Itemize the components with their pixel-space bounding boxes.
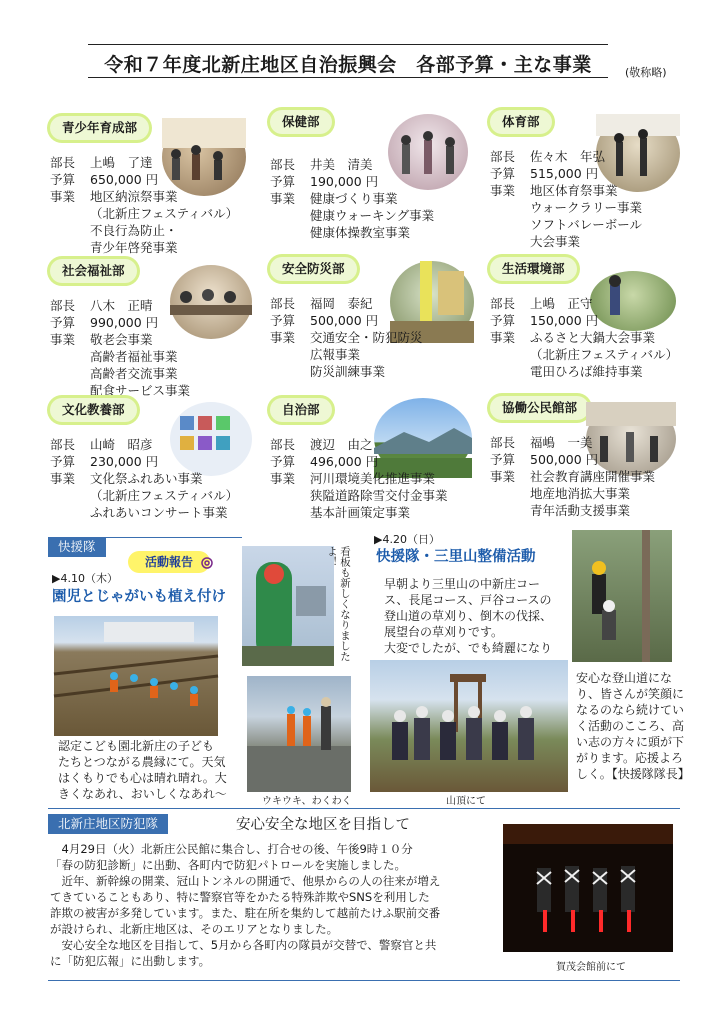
project-item: 防災訓練事業 — [310, 364, 386, 379]
dept-welfare — [50, 259, 250, 399]
dept-name: 体育部 — [490, 110, 552, 134]
crime-title: 安心安全な地区を目指して — [236, 817, 410, 833]
honorific-note: (敬称略) — [625, 66, 667, 79]
dept-rows: 部長 井美 清美 予算 190,000 円 事業 健康づくり事業 健康ウォーキング事業 健康体操教室事業 — [270, 157, 435, 240]
budget: 500,000 円 — [310, 313, 379, 328]
vertical-note: 看板も新しくなりましたよ！ — [326, 546, 351, 662]
dept-name: 協働公民館部 — [490, 396, 589, 420]
budget: 496,000 円 — [310, 454, 379, 469]
budget: 990,000 円 — [90, 315, 159, 330]
project-item: 広報事業 — [310, 347, 361, 362]
dept-community-hall — [490, 396, 690, 526]
head-name: 渡辺 由之 — [310, 437, 373, 452]
project-item: 配食サービス事業 — [90, 383, 191, 398]
mountain-activity-body: 早朝より三里山の中新庄コー ス、長尾コース、戸谷コースの 登山道の草刈り、倒木の伐採、 展望台の草刈りです。 大変でしたが、でも綺麗になり — [384, 577, 553, 655]
trail-work-photo — [572, 530, 672, 662]
dept-safety — [270, 257, 470, 397]
project-item: （北新庄フェスティバル） — [530, 347, 679, 362]
dept-culture — [50, 398, 250, 528]
dept-rows: 部長 上嶋 了達 予算 650,000 円 事業 地区納涼祭事業 （北新庄フェスティバル） 不良行為防止・ 青少年啓発事業 — [50, 155, 239, 255]
activity-report-badge: 活動報告 — [128, 551, 210, 573]
project-item: 健康体操教室事業 — [310, 225, 411, 240]
dept-rows: 部長 福岡 泰紀 予算 500,000 円 事業 交通安全・防犯防災 広報事業 防災訓練事業 — [270, 296, 423, 379]
project-item: （北新庄フェスティバル） — [90, 206, 239, 221]
summit-photo-caption: 山頂にて — [446, 796, 486, 807]
budget: 650,000 円 — [90, 172, 159, 187]
summit-group-photo — [370, 660, 568, 792]
project-item: （北新庄フェスティバル） — [90, 488, 239, 503]
project-item: ウォークラリー事業 — [530, 200, 643, 215]
mountain-activity-date: ▶4.20（日） — [374, 533, 440, 546]
project-item: ふるさと大鍋大会事業 — [530, 330, 656, 345]
project-item: 地区納涼祭事業 — [90, 189, 178, 204]
dept-rows: 部長 山崎 昭彦 予算 230,000 円 事業 文化祭ふれあい事業 （北新庄フェスティバル） ふれあいコンサート事業 — [50, 437, 239, 520]
walking-kids-photo — [247, 676, 351, 792]
night-patrol-photo — [503, 824, 673, 952]
project-item: ソフトバレーボール — [530, 217, 643, 232]
budget: 515,000 円 — [530, 166, 599, 181]
crime-body: 4月29日（火）北新庄公民館に集合し、打合せの後、午後9時１０分 「春の防犯診断」に出動、各町内で防犯パトロールを実施しました。 近年、新幹線の開業、冠山トンネルの開通で、他県からの人の往来が増え てきていることもあり、特に警察官等をかたる特殊詐欺やSNSを利用した 詐欺の被害が多発しています。また、駐在所を集約して越前たけふ駅前交番 が設けられ、北新庄地区は、そのエリアとなりました。 安心安全な地区を目指して、5月から各町内の隊員が交替で、警察官と共 に「防犯広報」に出動します。 — [50, 842, 441, 968]
budget: 190,000 円 — [310, 174, 379, 189]
dept-name: 青少年育成部 — [50, 116, 149, 140]
head-name: 上嶋 正守 — [530, 296, 593, 311]
kaientai-divider — [48, 537, 242, 538]
page-title: 令和７年度北新庄地区自治振興会 各部予算・主な事業 — [104, 54, 592, 76]
project-item: 交通安全・防犯防災 — [310, 330, 423, 345]
kaientai-label: 快援隊 — [48, 537, 106, 557]
project-item: 青年活動支援事業 — [530, 503, 631, 518]
crime-divider-top — [48, 808, 680, 809]
potato-activity-body: 認定こども園北新庄の子ども たちとつながる農縁にて。天気 はくもりでも心は晴れ晴れ。大 きくなあれ、おいしくなあれ～ — [58, 739, 227, 801]
head-name: 上嶋 了達 — [90, 155, 153, 170]
project-item: 高齢者福祉事業 — [90, 349, 178, 364]
dept-name: 保健部 — [270, 110, 332, 134]
mountain-activity-title: 快援隊・三里山整備活動 — [376, 549, 536, 565]
head-name: 福岡 泰紀 — [310, 296, 373, 311]
project-item: 不良行為防止・ — [90, 223, 178, 238]
dept-rows: 部長 佐々木 年弘 予算 515,000 円 事業 地区体育祭事業 ウォークラリー事業 ソフトバレーボール 大会事業 — [490, 149, 643, 249]
head-name: 山崎 昭彦 — [90, 437, 153, 452]
farm-sign-photo — [242, 546, 334, 666]
budget: 150,000 円 — [530, 313, 599, 328]
dept-name: 安全防災部 — [270, 257, 357, 281]
badge-swirl-icon — [200, 556, 214, 570]
project-item: 大会事業 — [530, 234, 581, 249]
crime-divider-bottom — [48, 980, 680, 981]
project-item: 高齢者交流事業 — [90, 366, 178, 381]
mountain-activity-continued: 安心な登山道にな り、皆さんが笑顔に なるのなら続けてい く活動のこころ、高 い志の方々に頭が下 がります。応援よろ しく。【快援隊隊長】 — [576, 671, 690, 781]
project-item: 基本計画策定事業 — [310, 505, 411, 520]
dept-rows: 部長 福嶋 一美 予算 500,000 円 事業 社会教育講座開催事業 地産地消拡大事業 青年活動支援事業 — [490, 435, 656, 518]
project-item: 電田ひろば維持事業 — [530, 364, 643, 379]
project-item: 健康づくり事業 — [310, 191, 398, 206]
project-item: ふれあいコンサート事業 — [90, 505, 228, 520]
dept-environment — [490, 257, 690, 397]
project-item: 文化祭ふれあい事業 — [90, 471, 203, 486]
potato-planting-photo — [54, 616, 218, 736]
head-name: 佐々木 年弘 — [530, 149, 606, 164]
budget: 230,000 円 — [90, 454, 159, 469]
project-item: 青少年啓発事業 — [90, 240, 178, 255]
head-name: 福嶋 一美 — [530, 435, 593, 450]
dept-sports — [490, 110, 690, 250]
dept-rows: 部長 八木 正晴 予算 990,000 円 事業 敬老会事業 高齢者福祉事業 高齢者交流事業 配食サービス事業 — [50, 298, 191, 398]
project-item: 地産地消拡大事業 — [530, 486, 631, 501]
walking-photo-caption: ウキウキ、わくわく — [262, 796, 352, 807]
dept-rows: 部長 上嶋 正守 予算 150,000 円 事業 ふるさと大鍋大会事業 （北新庄フェスティバル） 電田ひろば維持事業 — [490, 296, 679, 379]
dept-youth — [50, 116, 250, 256]
potato-activity-date: ▶4.10（木） — [52, 572, 118, 585]
project-item: 敬老会事業 — [90, 332, 153, 347]
dept-rows: 部長 渡辺 由之 予算 496,000 円 事業 河川環境美化推進事業 狭隘道路除雪交付金事業 基本計画策定事業 — [270, 437, 448, 520]
dept-name: 自治部 — [270, 398, 332, 422]
project-item: 狭隘道路除雪交付金事業 — [310, 488, 448, 503]
head-name: 井美 清美 — [310, 157, 373, 172]
title-frame — [88, 44, 608, 78]
project-item: 健康ウォーキング事業 — [310, 208, 435, 223]
crime-label: 北新庄地区防犯隊 — [48, 814, 168, 834]
dept-name: 社会福祉部 — [50, 259, 137, 283]
dept-health — [270, 110, 470, 250]
potato-activity-title: 園児とじゃがいも植え付け — [52, 589, 226, 605]
patrol-photo-caption: 賀茂会館前にて — [556, 962, 626, 973]
project-item: 社会教育講座開催事業 — [530, 469, 656, 484]
dept-autonomy — [270, 398, 470, 528]
dept-name: 生活環境部 — [490, 257, 577, 281]
project-item: 河川環境美化推進事業 — [310, 471, 436, 486]
budget: 500,000 円 — [530, 452, 599, 467]
dept-name: 文化教養部 — [50, 398, 137, 422]
project-item: 地区体育祭事業 — [530, 183, 618, 198]
head-name: 八木 正晴 — [90, 298, 153, 313]
